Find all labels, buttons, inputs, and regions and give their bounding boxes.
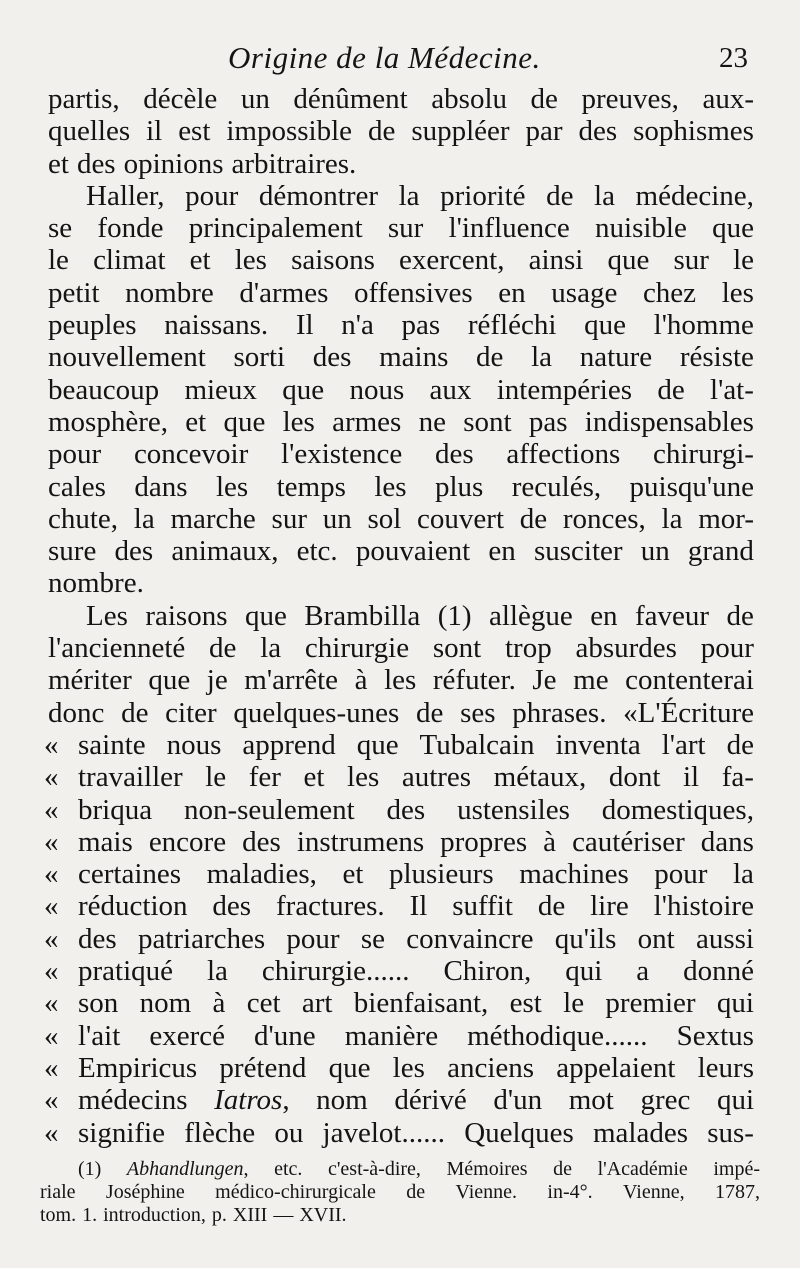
line-text: mériter que je m'arrête à les réfuter. Je me contenterai xyxy=(48,664,754,697)
line-text: pratiqué la chirurgie...... Chiron, qui a donné xyxy=(78,955,754,988)
text-line xyxy=(48,697,754,729)
line-text: cales dans les temps les plus reculés, puisqu'une xyxy=(48,470,754,503)
text-line xyxy=(44,793,754,826)
text-line xyxy=(44,987,754,1020)
text-line xyxy=(48,277,754,309)
footnote-line: riale Joséphine médico-chirurgicale de Vienne. in-4°. Vienne, 1787, xyxy=(40,1181,760,1203)
text-line xyxy=(48,374,754,406)
line-text: briqua non-seulement des ustensiles domestiques, xyxy=(78,793,754,826)
quote-mark: « xyxy=(44,825,59,858)
text-line xyxy=(44,1084,754,1117)
text-line xyxy=(48,632,754,664)
quote-mark: « xyxy=(44,858,59,891)
quote-mark: « xyxy=(44,793,59,826)
quote-mark: « xyxy=(44,987,59,1020)
text-line xyxy=(48,503,754,535)
text-line xyxy=(48,438,754,470)
text-line xyxy=(48,309,754,341)
quote-mark: « xyxy=(44,1051,59,1084)
text-line xyxy=(44,955,754,988)
line-text: l'ancienneté de la chirurgie sont trop absurdes pour xyxy=(48,632,754,665)
line-text: sure des animaux, etc. pouvaient en susciter un grand xyxy=(48,535,754,568)
quote-mark: « xyxy=(44,890,59,923)
page-number: 23 xyxy=(719,42,748,74)
line-text: chute, la marche sur un sol couvert de ronces, la mor- xyxy=(48,502,754,535)
text-line xyxy=(48,567,754,599)
text-line xyxy=(48,600,754,632)
line-text: travailler le fer et les autres métaux, dont il fa- xyxy=(78,761,754,794)
line-text: mosphère, et que les armes ne sont pas indispensables xyxy=(48,405,754,438)
line-text: des patriarches pour se convaincre qu'ils ont aussi xyxy=(78,922,754,955)
quote-mark: « xyxy=(44,1019,59,1052)
line-text: le climat et les saisons exercent, ainsi que sur le xyxy=(48,244,754,277)
text-line xyxy=(44,1019,754,1052)
line-text: pour concevoir l'existence des affections chirurgi- xyxy=(48,438,754,471)
line-text: Empiricus prétend que les anciens appelaient leurs xyxy=(78,1051,754,1084)
line-text: nombre. xyxy=(48,567,144,600)
line-text: son nom à cet art bienfaisant, est le premier qui xyxy=(78,987,754,1020)
line-text: beaucoup mieux que nous aux intempéries de l'at- xyxy=(48,373,754,406)
footnote-line: tom. 1. introduction, p. XIII — XVII. xyxy=(40,1204,347,1226)
text-line xyxy=(44,890,754,923)
footnotes xyxy=(40,1158,760,1227)
text-line xyxy=(48,148,754,180)
text-line xyxy=(44,825,754,858)
text-line xyxy=(44,922,754,955)
quote-mark: « xyxy=(44,955,59,988)
body-text xyxy=(44,83,754,1149)
text-line xyxy=(44,1051,754,1084)
line-text: petit nombre d'armes offensives en usage chez les xyxy=(48,276,754,309)
line-text: médecins Iatros, nom dérivé d'un mot grec qui xyxy=(78,1084,754,1117)
text-line xyxy=(48,212,754,244)
quote-mark: « xyxy=(44,761,59,794)
line-text: signifie flèche ou javelot...... Quelques malades sus- xyxy=(78,1116,754,1149)
text-line xyxy=(44,728,754,761)
text-line xyxy=(44,1116,754,1149)
line-text: partis, décèle un dénûment absolu de preuves, aux- xyxy=(48,83,754,115)
line-text: sainte nous apprend que Tubalcain inventa l'art de xyxy=(78,728,754,761)
text-line xyxy=(48,244,754,276)
text-line xyxy=(48,115,754,147)
quote-mark: « xyxy=(44,1116,59,1149)
text-line xyxy=(48,83,754,115)
text-line xyxy=(48,180,754,212)
text-line xyxy=(48,341,754,373)
line-text: l'ait exercé d'une manière méthodique...... Sextus xyxy=(78,1019,754,1052)
line-text: se fonde principalement sur l'influence nuisible que xyxy=(48,212,754,245)
text-line xyxy=(48,406,754,438)
text-line xyxy=(44,761,754,794)
line-text: et des opinions arbitraires. xyxy=(48,147,357,180)
footnote-line: (1) Abhandlungen, etc. c'est-à-dire, Mémoires de l'Académie impé- xyxy=(78,1158,760,1180)
line-text: Haller, pour démontrer la priorité de la médecine, xyxy=(86,179,754,212)
text-line xyxy=(48,664,754,696)
running-title: Origine de la Médecine. xyxy=(228,40,541,75)
line-text: nouvellement sorti des mains de la nature résiste xyxy=(48,341,754,374)
text-line xyxy=(48,471,754,503)
line-text: certaines maladies, et plusieurs machines pour la xyxy=(78,858,754,891)
quote-mark: « xyxy=(44,728,59,761)
quote-mark: « xyxy=(44,922,59,955)
line-text: Les raisons que Brambilla (1) allègue en faveur de xyxy=(86,599,754,632)
quote-mark: « xyxy=(44,1084,59,1117)
line-text: réduction des fractures. Il suffit de lire l'histoire xyxy=(78,890,754,923)
line-text: donc de citer quelques-unes de ses phrases. «L'Écriture xyxy=(48,696,754,729)
text-line xyxy=(44,858,754,891)
text-line xyxy=(48,535,754,567)
line-text: mais encore des instrumens propres à cautériser dans xyxy=(78,825,754,858)
line-text: quelles il est impossible de suppléer par des sophismes xyxy=(48,115,754,148)
line-text: peuples naissans. Il n'a pas réfléchi que l'homme xyxy=(48,309,754,342)
